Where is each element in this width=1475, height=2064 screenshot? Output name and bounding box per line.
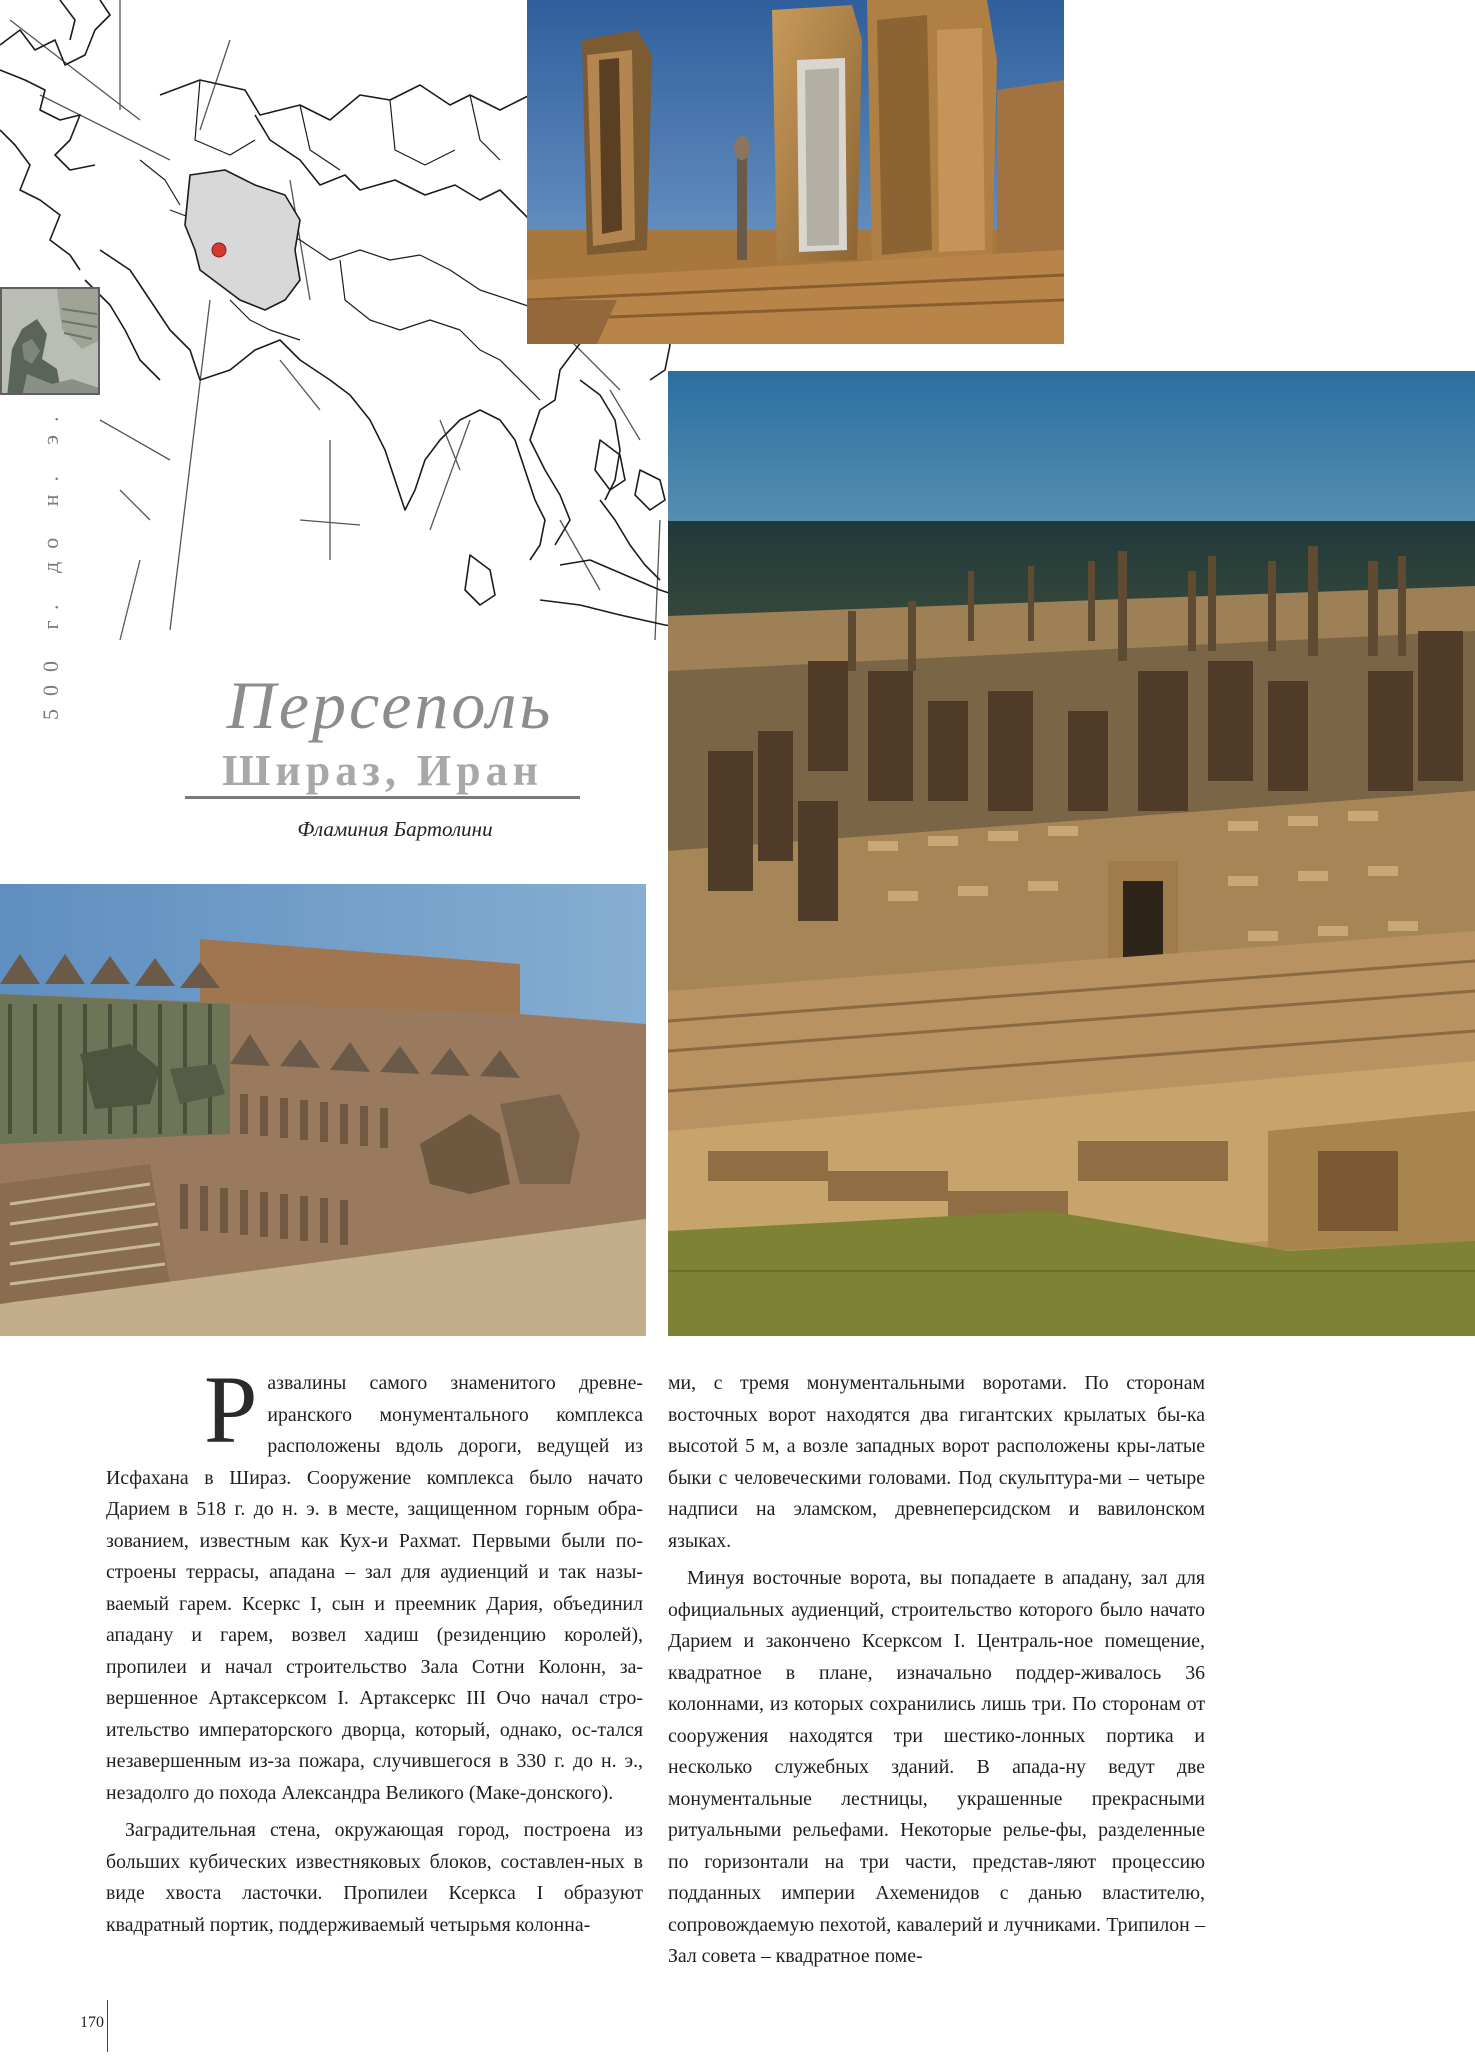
location-subtitle: Шираз, Иран [185,746,580,799]
page-number: 170 [80,2014,104,2031]
page-title: Персеполь [226,667,554,743]
relief-photo [0,884,646,1336]
paragraph: Развалины самого знаменитого древне-иранского монументального комплекса расположены вдоль дороги, ведущей из Исфахана в Шираз. Сооружение комплекса было начато Дарием в 518 г. до н. э. в месте, защищенном горным обра-зованием, известным как Кух-и Рахмат. Первыми были по-строены террасы, ападана – зал для аудиенций и так назы-ваемый гарем. Ксеркс I, сын и преемник Дария, объединил ападану и гарем, возвел хадиш (резиденцию королей), пропилеи и начал строительство Зала Сотни Колонн, за-вершенное Артаксерксом I. Артаксеркс III Очо начал стро-ительство императорского дворца, который, однако, ос-тался незавершенным из-за пожара, случившегося в 330 г. до н. э., незадолго до похода Александра Великого (Маке-донского). [106,1356,643,1804]
svg-text:500 г. до н. э.: 500 г. до н. э. [38,403,63,720]
paragraph: ми, с тремя монументальными воротами. По сторонам восточных ворот находятся два гигантских крылатых бы-ка высотой 5 м, а возле западных ворот расположены кры-латые быки с человеческими головами. Под скульптура-ми – четыре надписи на эламском, древнеперсидском и вавилонском языках. [668,1372,1205,1552]
author-name: Фламиния Бартолини [297,817,493,841]
paragraph: Минуя восточные ворота, вы попадаете в ападану, зал для официальных аудиенций, строительство которого было начато Дарием и закончено Ксерксом I. Централь-ное помещение, квадратное в плане, изначально поддер-живалось 36 колоннами, из которых сохранились лишь три. По сторонам от сооружения находятся три шестико-лонных портика и несколько служебных зданий. В апада-ну ведут две монументальные лестницы, украшенные прекрасными ритуальными рельефами. Некоторые релье-фы, разделенные по горизонтали на три части, представ-ляют процессию подданных империи Ахеменидов с данью властителю, сопровождаемую пехотой, кавалерий и лучниками. Трипилон – Зал совета – квадратное поме- [668,1567,1205,1967]
text-column-right [668,1368,1205,1973]
gate-photo [527,0,1064,344]
drop-cap: Р [204,1356,258,1463]
era-label [22,400,72,730]
relief-thumbnail [0,287,100,395]
folio-rule [107,2000,108,2052]
ruins-photo [668,371,1475,1336]
text-column-left [106,1356,643,1941]
paragraph: Заградительная стена, окружающая город, построена из больших кубических известняковых блоков, составлен-ных в виде хвоста ласточки. Пропилеи Ксеркса I образуют квадратный портик, поддерживаемый четырьмя колонна- [106,1819,643,1936]
